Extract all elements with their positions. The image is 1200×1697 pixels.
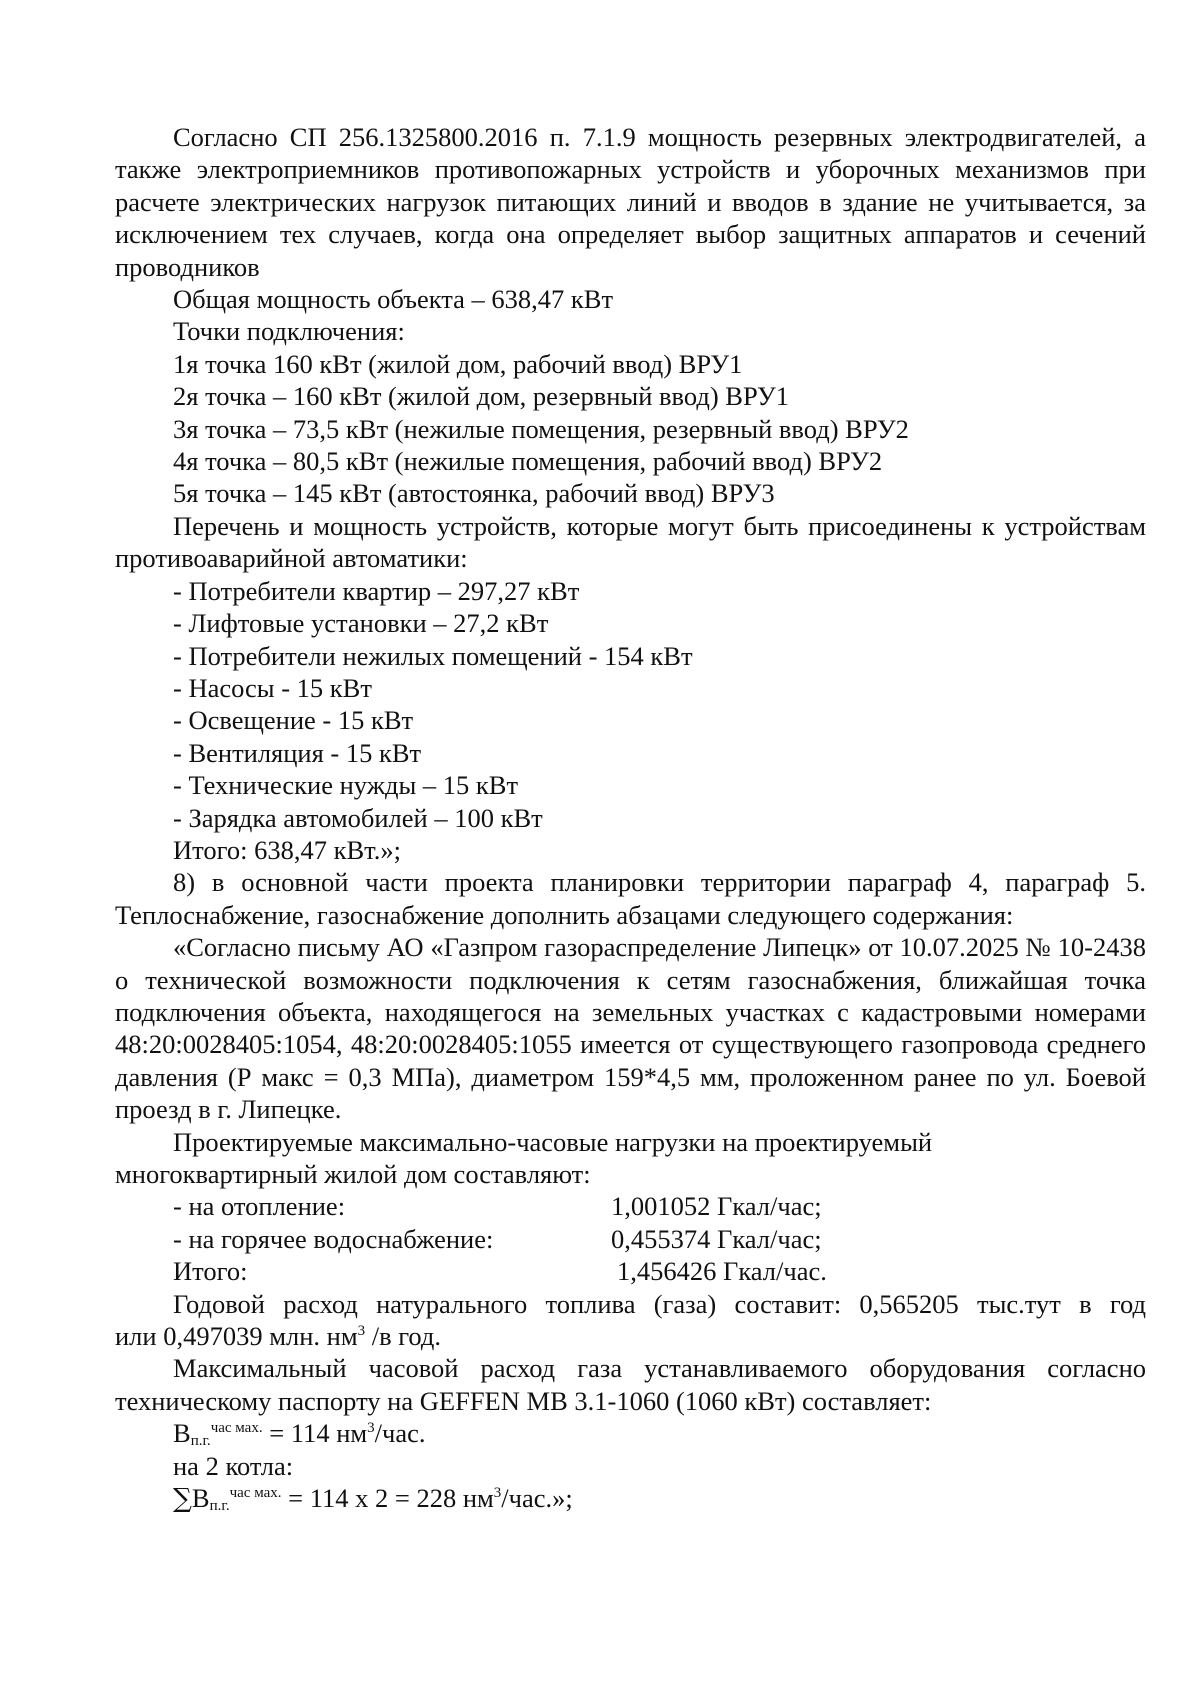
formula-two-boilers: [115, 1482, 1146, 1515]
load-value: 0,455374 Гкал/час;: [611, 1223, 822, 1254]
point-4: 4я точка – 80,5 кВт (нежилые помещения, рабочий ввод) ВРУ2: [173, 446, 883, 477]
gazprom-paragraph: «Согласно письму АО «Газпром газораспределение Липецк» от 10.07.2025 № 10-2438 о технической возможности подключения к сетям газоснабжения, ближайшая точка подключения объекта, находящегося на земельных участках с кадастровыми номерами 48:20:0028405:1054, 48:20:0028405:1055 имеется от существующего газопровода среднего давления (Р макс = 0,3 МПа), диаметром 159*4,5 мм, проложенном ранее по ул. Боевой проезд в г. Липецке.: [115, 932, 1146, 1125]
point-2: 2я точка – 160 кВт (жилой дом, резервный ввод) ВРУ1: [173, 381, 790, 412]
device-8: - Зарядка автомобилей – 100 кВт: [173, 802, 543, 833]
item-8-paragraph: 8) в основной части проекта планировки территории параграф 4, параграф 5. Теплоснабжение, газоснабжение дополнить абзацами следующего содержания:: [115, 867, 1146, 930]
load-value: 1,001052 Гкал/час;: [611, 1191, 822, 1222]
point-1: 1я точка 160 кВт (жилой дом, рабочий ввод) ВРУ1: [173, 348, 743, 379]
formula-symbol: В: [173, 1418, 191, 1449]
total-power: Общая мощность объекта – 638,47 кВт: [173, 284, 614, 315]
formula-subscript: п.г.: [190, 1433, 211, 1450]
fuel-text-end: /в год.: [365, 1321, 442, 1352]
devices-total: Итого: 638,47 кВт.»;: [173, 834, 401, 865]
point-5: 5я точка – 145 кВт (автостоянка, рабочий ввод) ВРУ3: [173, 478, 775, 509]
device-2: - Лифтовые установки – 27,2 кВт: [173, 608, 549, 639]
fuel-line2: [115, 1320, 1146, 1352]
load-row-hot-water: [115, 1223, 1146, 1255]
formula-equation: = 114 нм: [262, 1418, 368, 1449]
device-3: - Потребители нежилых помещений - 154 кВт: [173, 640, 693, 671]
load-label: Итого:: [173, 1256, 248, 1287]
point-3: 3я точка – 73,5 кВт (нежилые помещения, резервный ввод) ВРУ2: [173, 413, 909, 444]
loads-intro-line1: Проектируемые максимально-часовые нагрузки на проектируемый: [173, 1126, 933, 1157]
formula-subscript: п.г.: [209, 1498, 230, 1515]
fuel-cubic-sup: 3: [357, 1323, 366, 1340]
sum-icon: ∑: [173, 1483, 192, 1515]
load-value: 1,456426 Гкал/час.: [617, 1256, 827, 1287]
device-7: - Технические нужды – 15 кВт: [173, 770, 519, 801]
loads-intro-line2: многоквартирный жилой дом составляют:: [115, 1159, 591, 1189]
device-6: - Вентиляция - 15 кВт: [173, 737, 422, 768]
load-row-total: [115, 1255, 1146, 1287]
formula-cubic-sup: 3: [493, 1485, 502, 1502]
boilers-label: на 2 котла:: [173, 1450, 294, 1481]
formula-superscript: час мах.: [229, 1485, 282, 1502]
device-1: - Потребители квартир – 297,27 кВт: [173, 575, 580, 606]
points-title: Точки подключения:: [173, 316, 405, 347]
load-row-heating: [115, 1190, 1146, 1222]
formula-cubic-sup: 3: [367, 1420, 375, 1437]
fuel-line1: Годовой расход натурального топлива (газа) составит: 0,565205 тыс.тут в год: [173, 1288, 1146, 1319]
formula-unit: /час.: [374, 1418, 426, 1449]
max-gas-paragraph: Максимальный часовой расход газа устанавливаемого оборудования согласно техническому паспорту на GEFFEN MB 3.1-1060 (1060 кВт) составляет:: [115, 1353, 1146, 1416]
load-label: - на отопление:: [173, 1191, 346, 1222]
device-4: - Насосы - 15 кВт: [173, 672, 372, 703]
fuel-text: или 0,497039 млн. нм: [115, 1321, 358, 1352]
formula-equation: = 114 х 2 = 228 нм: [281, 1483, 494, 1514]
formula-symbol: В: [191, 1483, 210, 1514]
sp-paragraph: Согласно СП 256.1325800.2016 п. 7.1.9 мощность резервных электродвигателей, а также электроприемников противопожарных устройств и уборочных механизмов при расчете электрических нагрузок питающих линий и вводов в здание не учитывается, за исключением тех случаев, когда она определяет выбор защитных аппаратов и сечений проводников: [115, 122, 1146, 282]
formula-superscript: час мах.: [210, 1420, 263, 1437]
device-5: - Освещение - 15 кВт: [173, 705, 414, 736]
formula-single-boiler: [115, 1417, 1146, 1449]
devices-title: Перечень и мощность устройств, которые могут быть присоединены к устройствам противоаварийной автоматики:: [115, 510, 1146, 574]
formula-unit: /час.»;: [501, 1483, 573, 1514]
load-label: - на горячее водоснабжение:: [173, 1223, 494, 1254]
